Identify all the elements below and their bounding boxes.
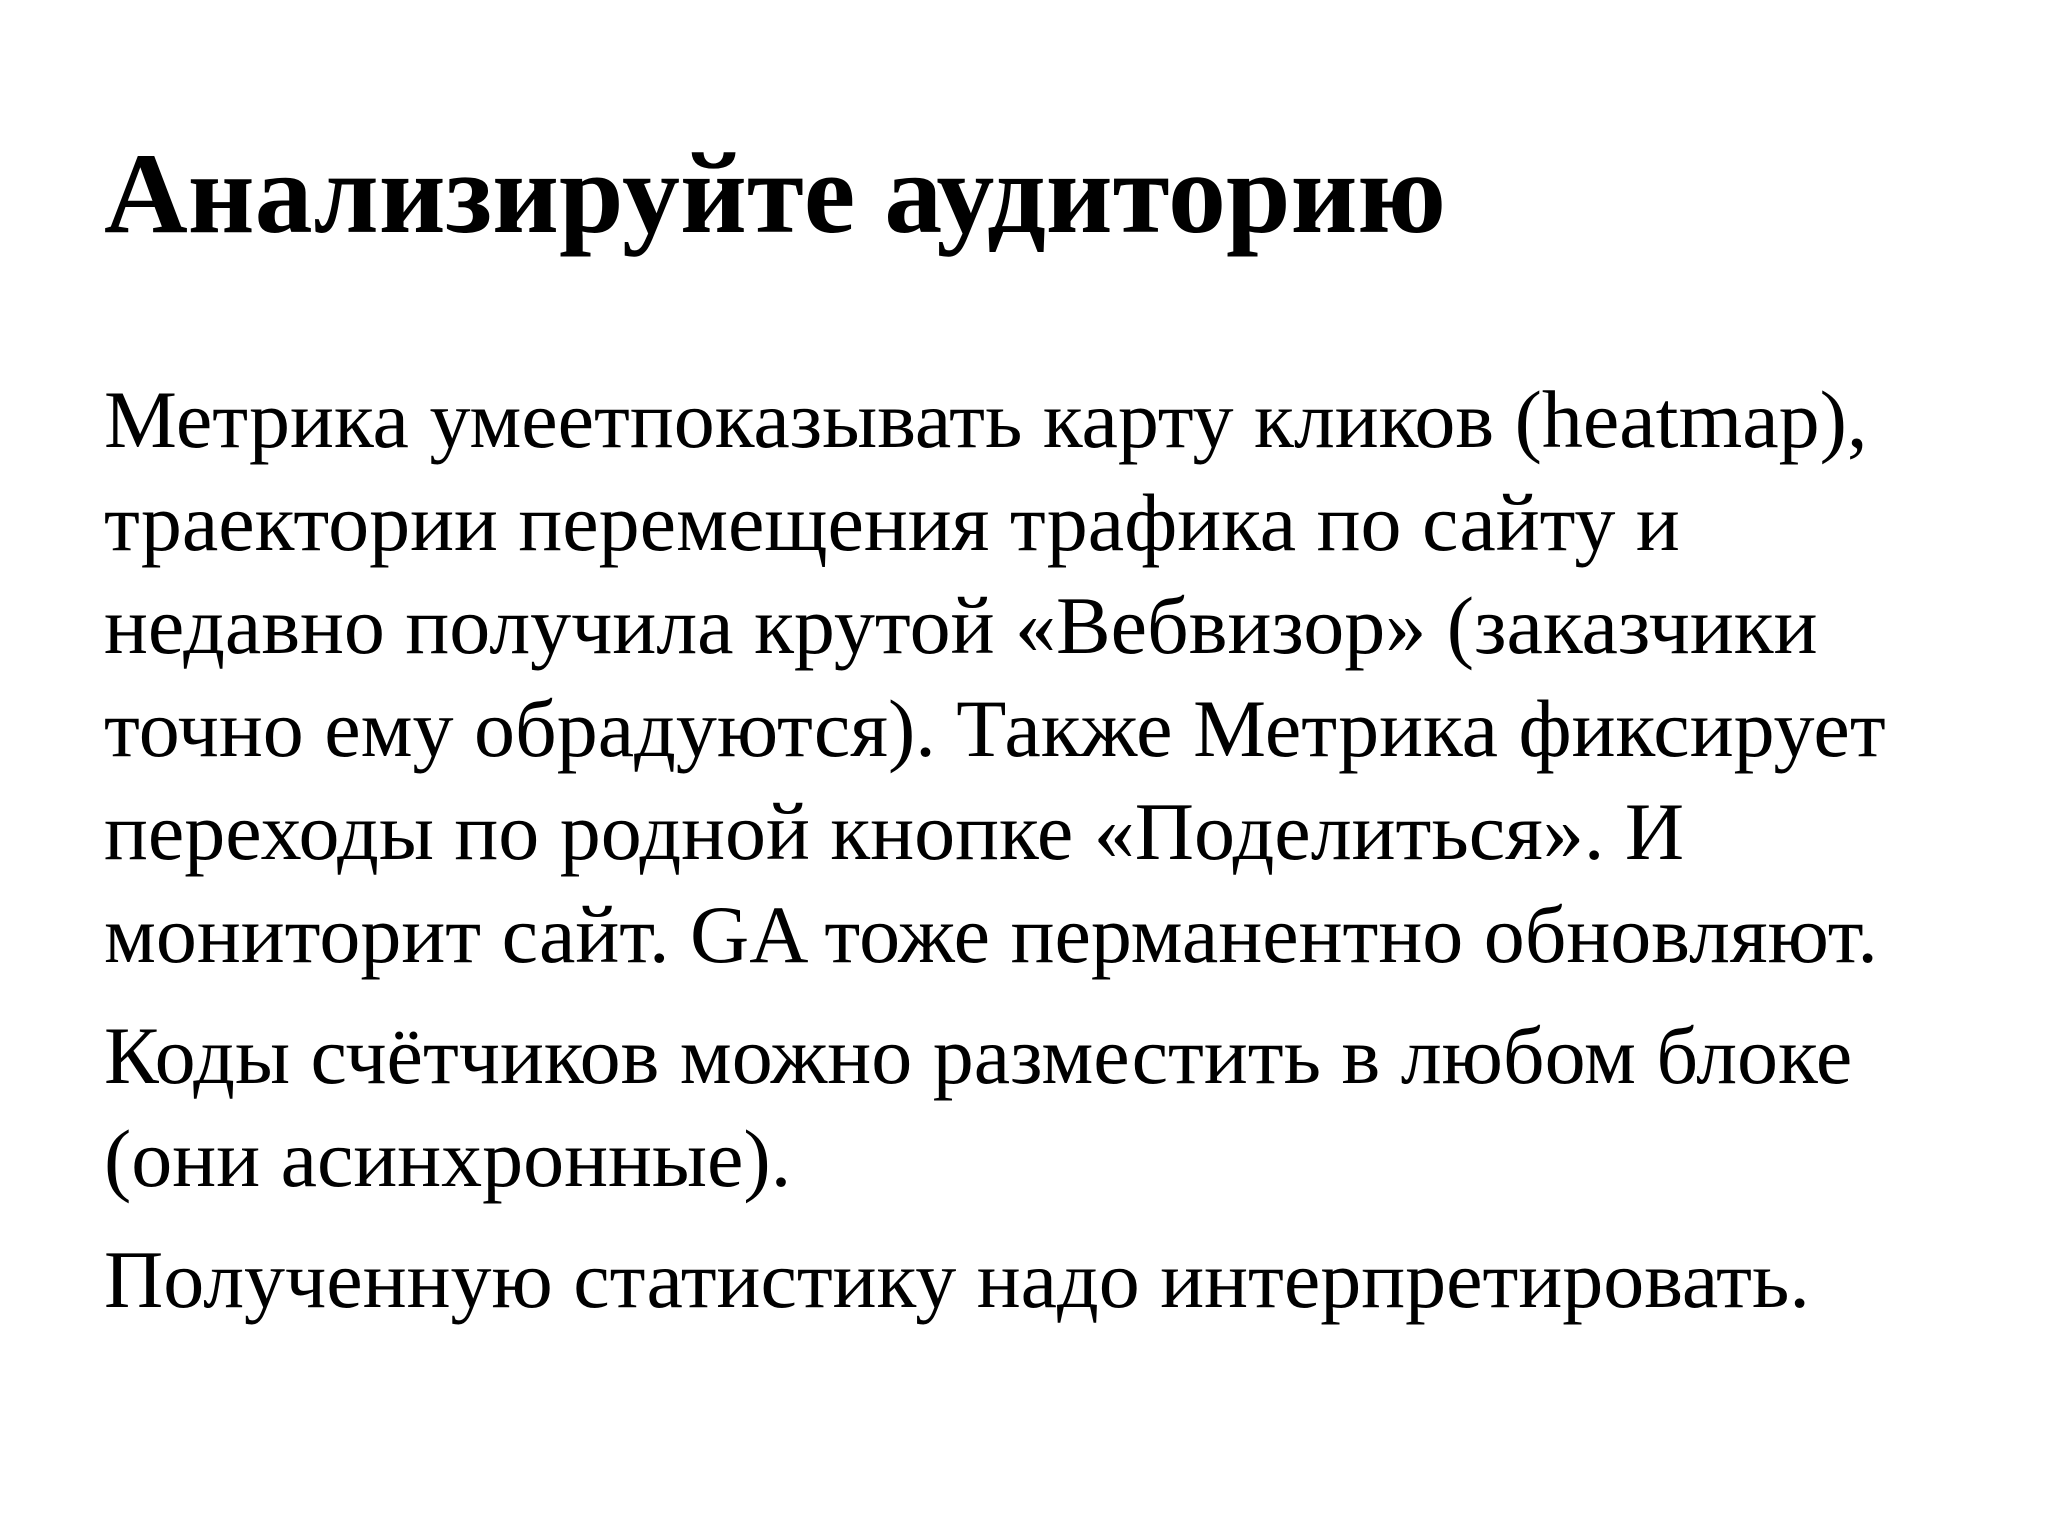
text-line: Коды счётчиков можно разместить в любом блоке [104, 1010, 1853, 1101]
text-line: переходы по родной кнопке «Поделиться». И [104, 786, 1685, 877]
slide-title: Анализируйте аудиторию [104, 130, 1447, 258]
text-line: траектории перемещения трафика по сайту и [104, 477, 1680, 568]
text-line: Метрика умеетпоказывать карту кликов (heatmap), [104, 374, 1868, 465]
paragraph-counter-codes [104, 1004, 1984, 1210]
text-line: точно ему обрадуются). Также Метрика фиксирует [104, 683, 1886, 774]
paragraph-metrika-features [104, 368, 1984, 986]
text-line: недавно получила крутой «Вебвизор» (заказчики [104, 580, 1818, 671]
text-line: мониторит сайт. GA тоже перманентно обновляют. [104, 889, 1878, 980]
text-line: (они асинхронные). [104, 1113, 792, 1204]
paragraph-interpretation [104, 1228, 1984, 1331]
text-line: Полученную статистику надо интерпретировать. [104, 1234, 1810, 1325]
slide-body [104, 368, 1984, 1349]
